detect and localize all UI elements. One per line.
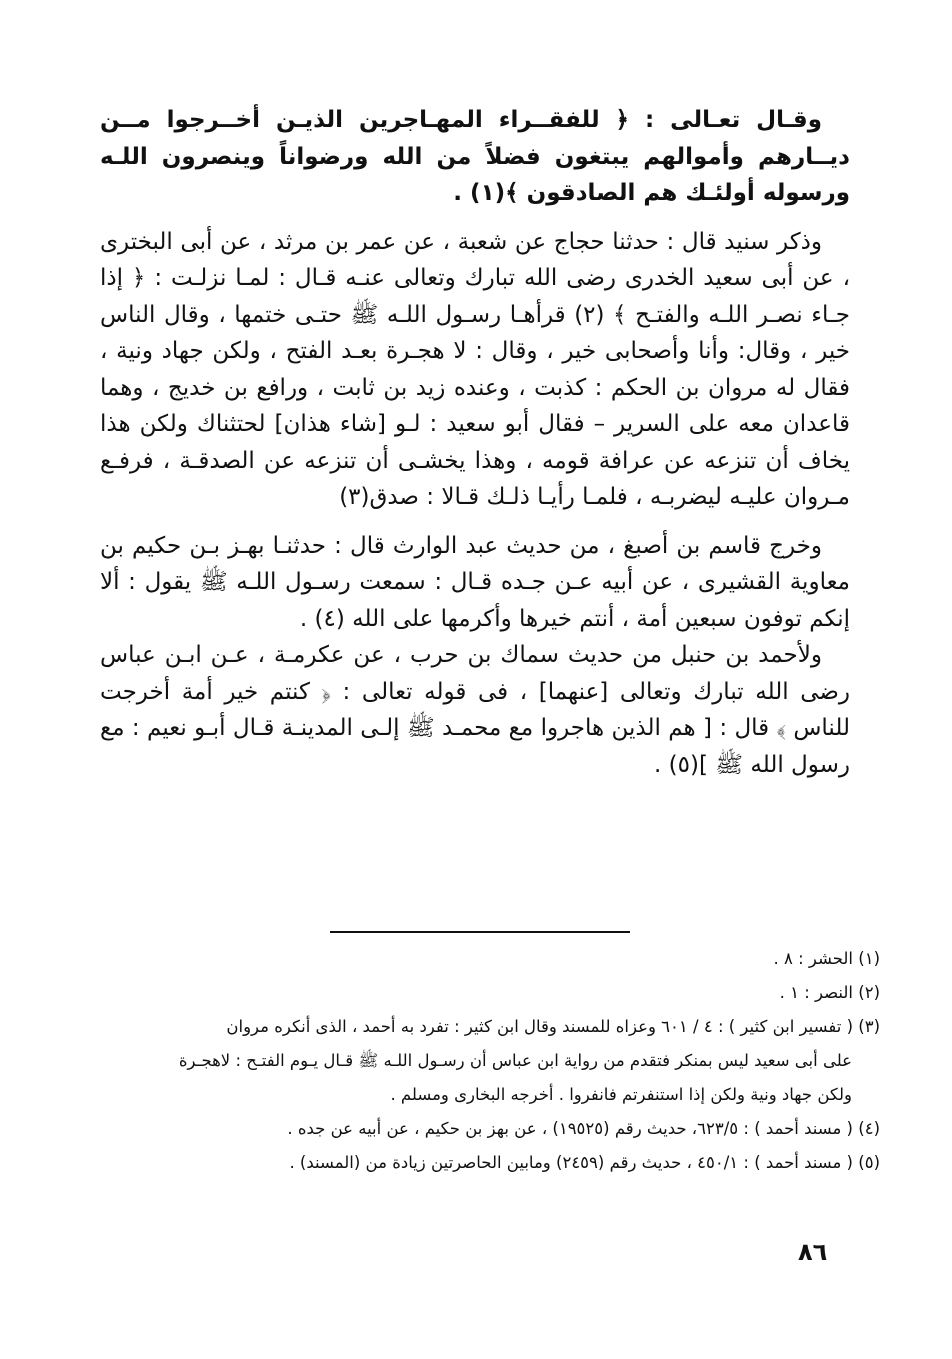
footnote-3-continued: على أبى سعيد ليس بمنكر فتقدم من رواية ابن عباس أن رسـول اللـه ﷺ قـال يـوم الفتـح : لاهجـرة [178, 1051, 852, 1070]
paragraph-2: وذكر سنيد قال : حدثنا حجاج عن شعبة ، عن عمر بن مرثد ، عن أبى البخترى ، عن أبى سعيد الخدرى رضى الله تبارك وتعالى عنـه قـال : لمـا نزلـت : ﴿ إذا جـاء نصـر اللـه والفتـح ﴾ (٢) قرأهـا رسـول اللـه ﷺ حتـى ختمها ، وقال الناس خير ، وقال: وأنا وأصحابى خير ، وقال : لا هجـرة بعـد الفتح ، ولكن جهاد ونية ، فقال له مروان بن الحكم : كذبت ، وعنده زيد بن ثابت ، ورافع بن خديج ، وهما قاعدان معه على السرير – فقال أبو سعيد : لـو [شاء هذان] لحتثناك ولكن هذا يخاف أن تنزعه عن عرافة قومه ، وهذا يخشـى أن تنزعه عن الصدقـة ، فرفـع مـروان عليـه ليضربـه ، فلمـا رأيـا ذلـك قـالا : صدق(٣) [100, 228, 850, 510]
footnote-3: (٣) ( تفسير ابن كثير ) : ٤ / ٦٠١ وعزاه للمسند وقال ابن كثير : تفرد به أحمد ، الذى أنكره مروان [226, 1017, 880, 1036]
paragraph-4: ولأحمد بن حنبل من حديث سماك بن حرب ، عن عكرمـة ، عـن ابـن عباس رضى الله تبارك وتعالى [عنهما] ، فى قوله تعالى : ﴿ كنتم خير أمة أخرجت للناس ﴾ قال : [ هم الذين هاجروا مع محمـد ﷺ إلـى المدينـة قـال أبـو نعيم : مع رسول الله ﷺ ](٥) . [100, 642, 850, 778]
paragraph-3: وخرج قاسم بن أصبغ ، من حديث عبد الوارث قال : حدثنـا بهـز بـن حكيم بن معاوية القشيرى ، عن أبيه عـن جـده قـال : سمعت رسـول اللـه ﷺ يقول : ألا إنكم توفون سبعين أمة ، أنتم خيرها وأكرمها على الله (٤) . [100, 532, 850, 632]
footnote-1: (١) الحشر : ٨ . [773, 949, 880, 968]
footnote-3-continued-2: ولكن جهاد ونية ولكن إذا استنفرتم فانفروا . أخرجه البخارى ومسلم . [390, 1085, 852, 1104]
page-number: ٨٦ [798, 1238, 828, 1266]
footnote-2: (٢) النصر : ١ . [779, 983, 880, 1002]
footnotes [108, 942, 880, 1180]
footnote-4: (٤) ( مسند أحمد ) : ٦٢٣/٥، حديث رقم (١٩٥٢٥) ، عن بهز بن حكيم ، عن أبيه عن جده . [287, 1119, 880, 1138]
footnote-5: (٥) ( مسند أحمد ) : ٤٥٠/١ ، حديث رقم (٢٤٥٩) ومابين الحاصرتين زيادة من (المسند) . [289, 1153, 880, 1172]
main-text [100, 102, 850, 783]
paragraph-1: وقـال تعـالى : ﴿ للفقــراء المهـاجرين الذيـن أخــرجوا مــن ديــارهم وأموالهم يبتغون فضلاً من الله ورضواناً وينصرون اللـه ورسوله أولئـك هم الصادقون ﴾(١) . [100, 107, 850, 206]
footnote-separator [330, 931, 630, 933]
